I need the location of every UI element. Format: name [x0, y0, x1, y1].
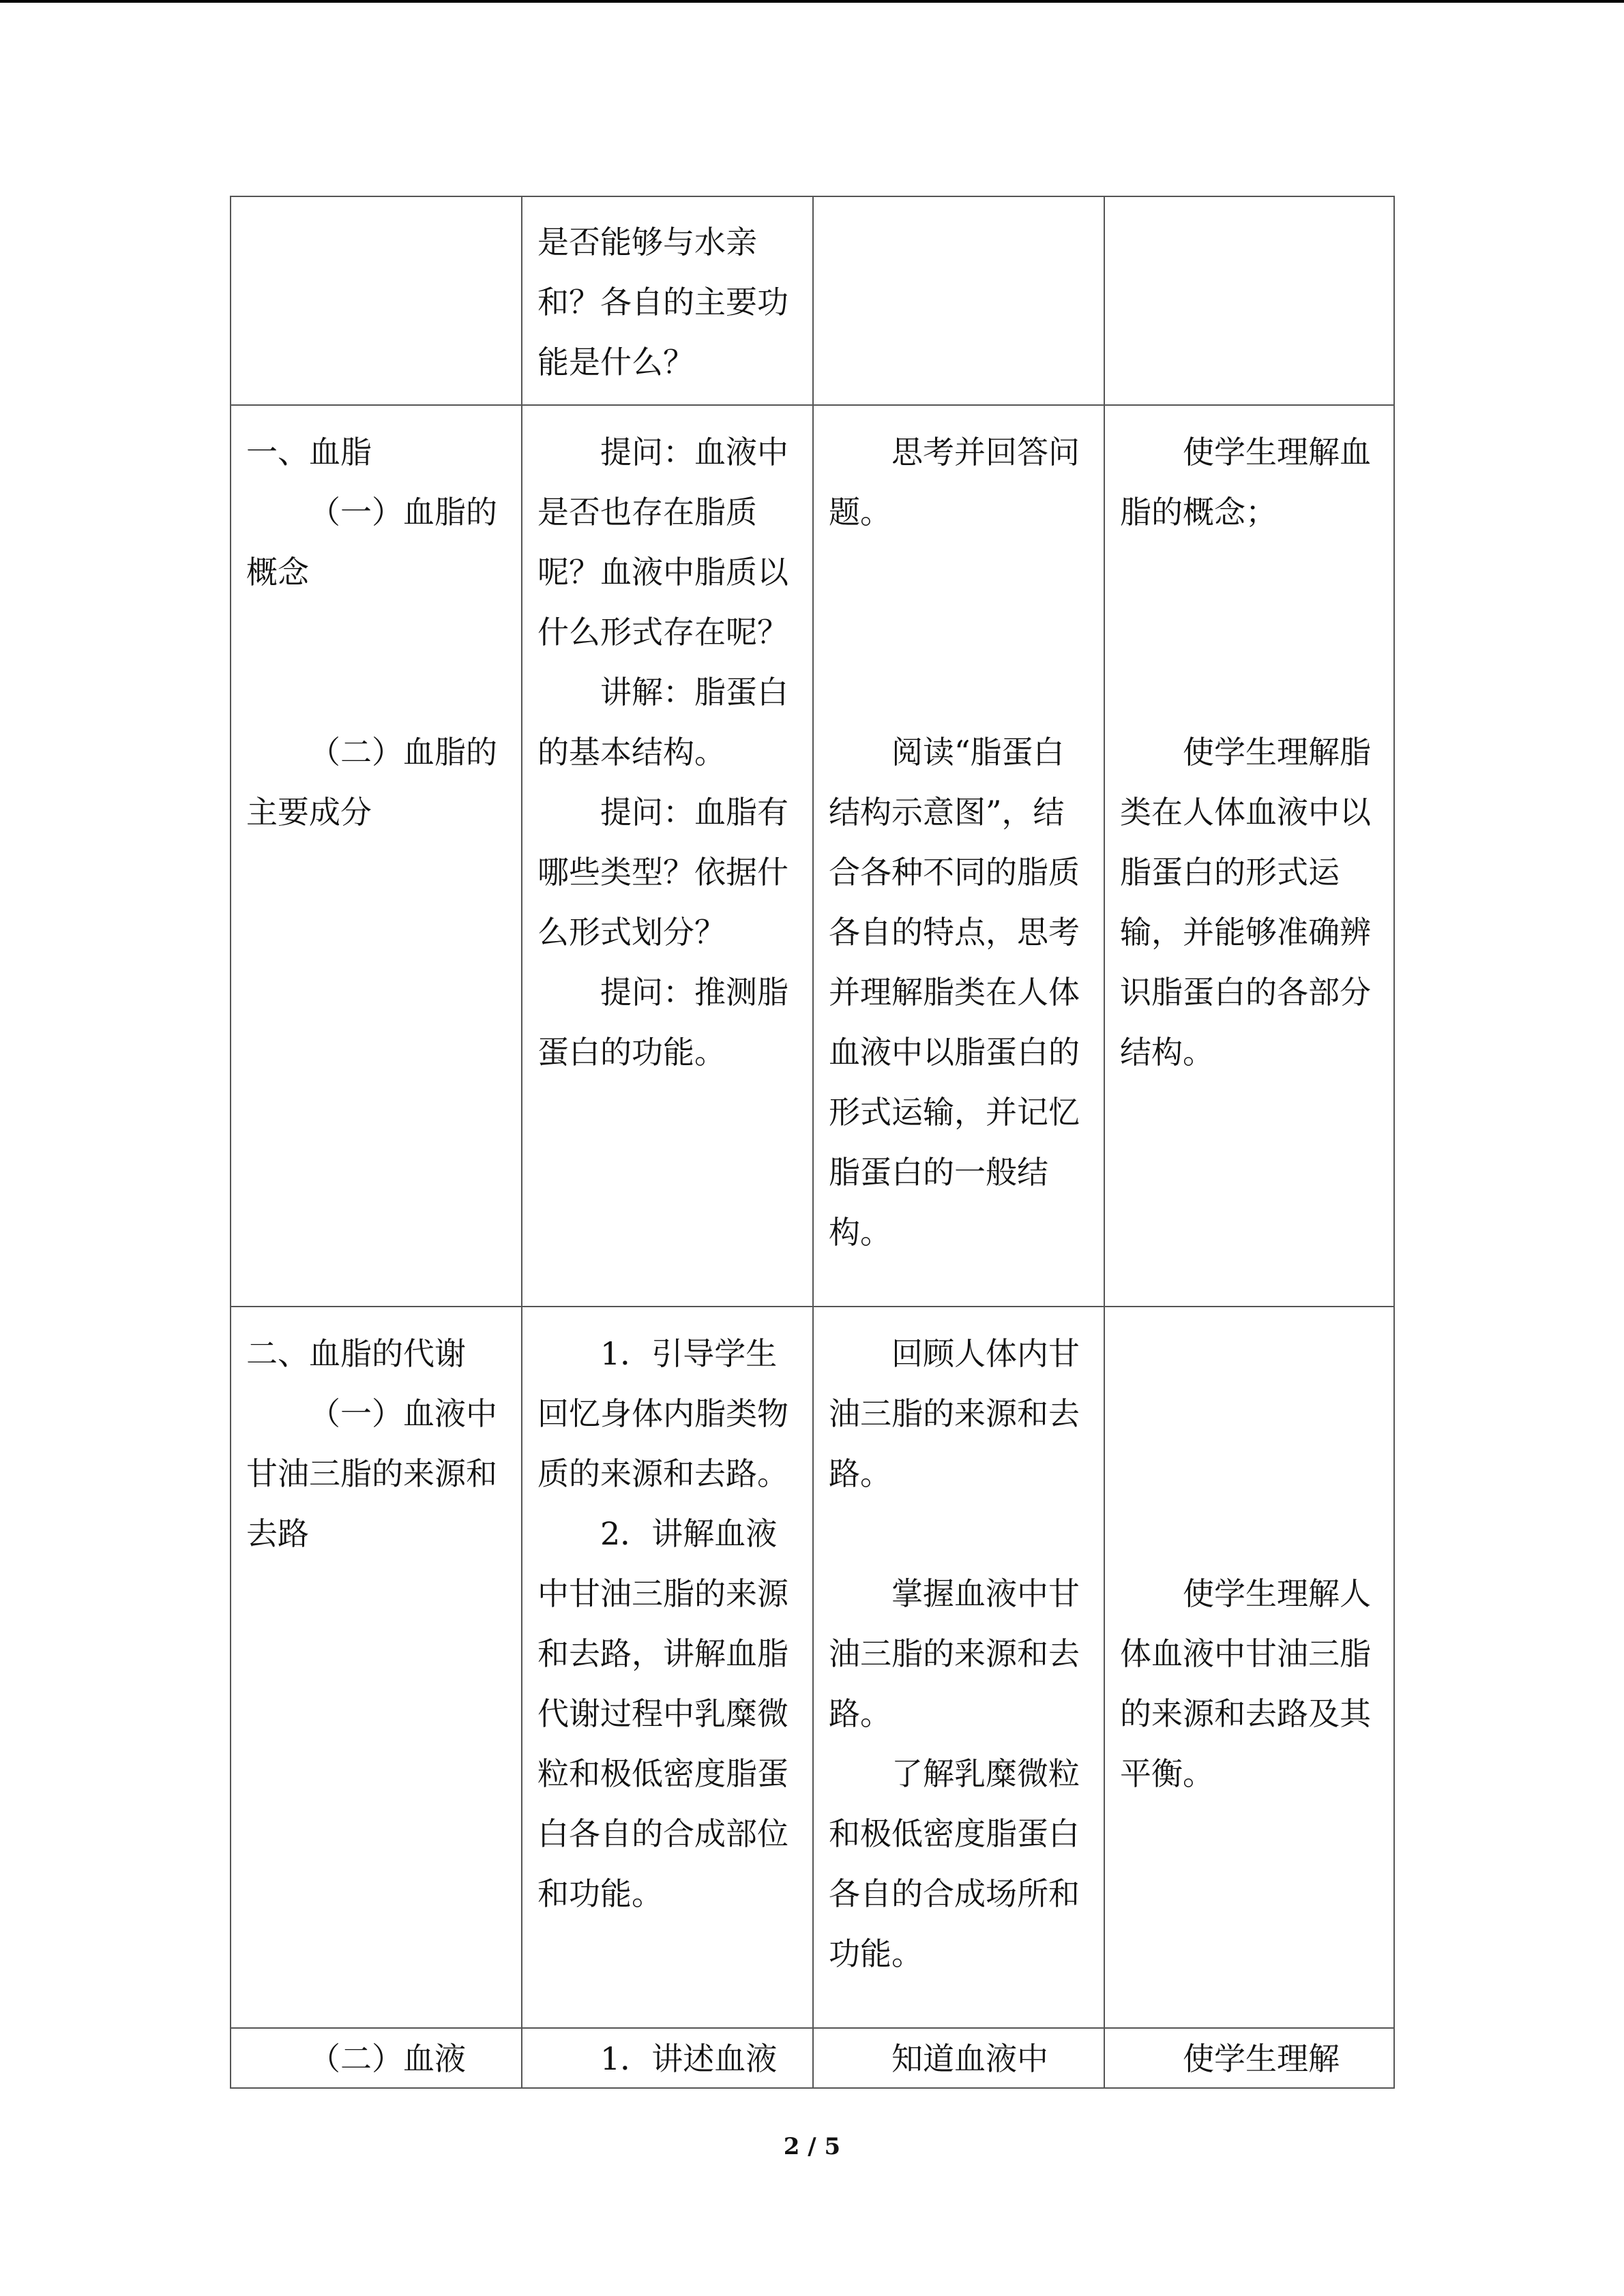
teacher-activity-text: 2．讲解血液中甘油三脂的来源和去路，讲解血脂代谢过程中乳糜微粒和极低密度脂蛋白各自的合成部位和功能。	[537, 1515, 788, 1912]
subsection-heading: （二）血脂的主要成分	[246, 734, 497, 831]
table-row	[231, 405, 1394, 1307]
teacher-activity-text: 1．讲述血液	[600, 2040, 778, 2077]
table-row	[231, 1307, 1394, 2028]
cell-r3-c3	[813, 2028, 1104, 2088]
cell-r3-c2	[522, 2028, 813, 2088]
design-intent-text: 使学生理解	[1183, 2040, 1340, 2077]
cell-r2-c1	[231, 1307, 522, 2028]
teacher-activity-text: 是否能够与水亲和？各自的主要功能是什么？	[537, 224, 788, 381]
cell-r2-c2	[522, 1307, 813, 2028]
section-heading: 二、血脂的代谢	[246, 1335, 466, 1372]
subsection-heading: （一）血脂的概念	[246, 494, 497, 591]
design-intent-text: 使学生理解人体血液中甘油三脂的来源和去路及其平衡。	[1120, 1575, 1371, 1792]
design-intent-text: 使学生理解血脂的概念；	[1120, 434, 1371, 531]
lesson-plan-table	[230, 196, 1395, 2089]
cell-r1-c3	[813, 405, 1104, 1307]
cell-r3-c4	[1104, 2028, 1394, 2088]
table-row	[231, 196, 1394, 405]
cell-r3-c1	[231, 2028, 522, 2088]
cell-r2-c4	[1104, 1307, 1394, 2028]
cell-r1-c1	[231, 405, 522, 1307]
cell-r0-c4	[1104, 196, 1394, 405]
student-activity-text: 知道血液中	[891, 2040, 1048, 2077]
cell-r0-c3	[813, 196, 1104, 405]
student-activity-text: 阅读“脂蛋白结构示意图”，结合各种不同的脂质各自的特点，思考并理解脂类在人体血液中以脂蛋白的形式运输，并记忆脂蛋白的一般结构。	[829, 734, 1080, 1251]
table-row	[231, 2028, 1394, 2088]
teacher-activity-text: 提问：推测脂蛋白的功能。	[537, 974, 788, 1071]
student-activity-text: 了解乳糜微粒和极低密度脂蛋白各自的合成场所和功能。	[829, 1755, 1080, 1972]
student-activity-text: 思考并回答问题。	[829, 434, 1080, 531]
design-intent-text: 使学生理解脂类在人体血液中以脂蛋白的形式运输，并能够准确辨识脂蛋白的各部分结构。	[1120, 734, 1371, 1071]
teacher-activity-text: 讲解：脂蛋白的基本结构。	[537, 674, 788, 771]
cell-r1-c2	[522, 405, 813, 1307]
cell-r1-c4	[1104, 405, 1394, 1307]
subsection-heading: （二）血液	[309, 2040, 466, 2077]
top-border-line	[0, 0, 1624, 3]
subsection-heading: （一）血液中甘油三脂的来源和去路	[246, 1395, 497, 1552]
teacher-activity-text: 1．引导学生回忆身体内脂类物质的来源和去路。	[537, 1335, 788, 1492]
teacher-activity-text: 提问：血液中是否也存在脂质呢？血液中脂质以什么形式存在呢？	[537, 434, 788, 651]
page-number: 2 / 5	[783, 2133, 841, 2160]
section-heading: 一、血脂	[246, 434, 372, 471]
cell-r2-c3	[813, 1307, 1104, 2028]
student-activity-text: 回顾人体内甘油三脂的来源和去路。	[829, 1335, 1080, 1492]
teacher-activity-text: 提问：血脂有哪些类型？依据什么形式划分？	[537, 794, 788, 951]
cell-r0-c2	[522, 196, 813, 405]
student-activity-text: 掌握血液中甘油三脂的来源和去路。	[829, 1575, 1080, 1732]
cell-r0-c1	[231, 196, 522, 405]
